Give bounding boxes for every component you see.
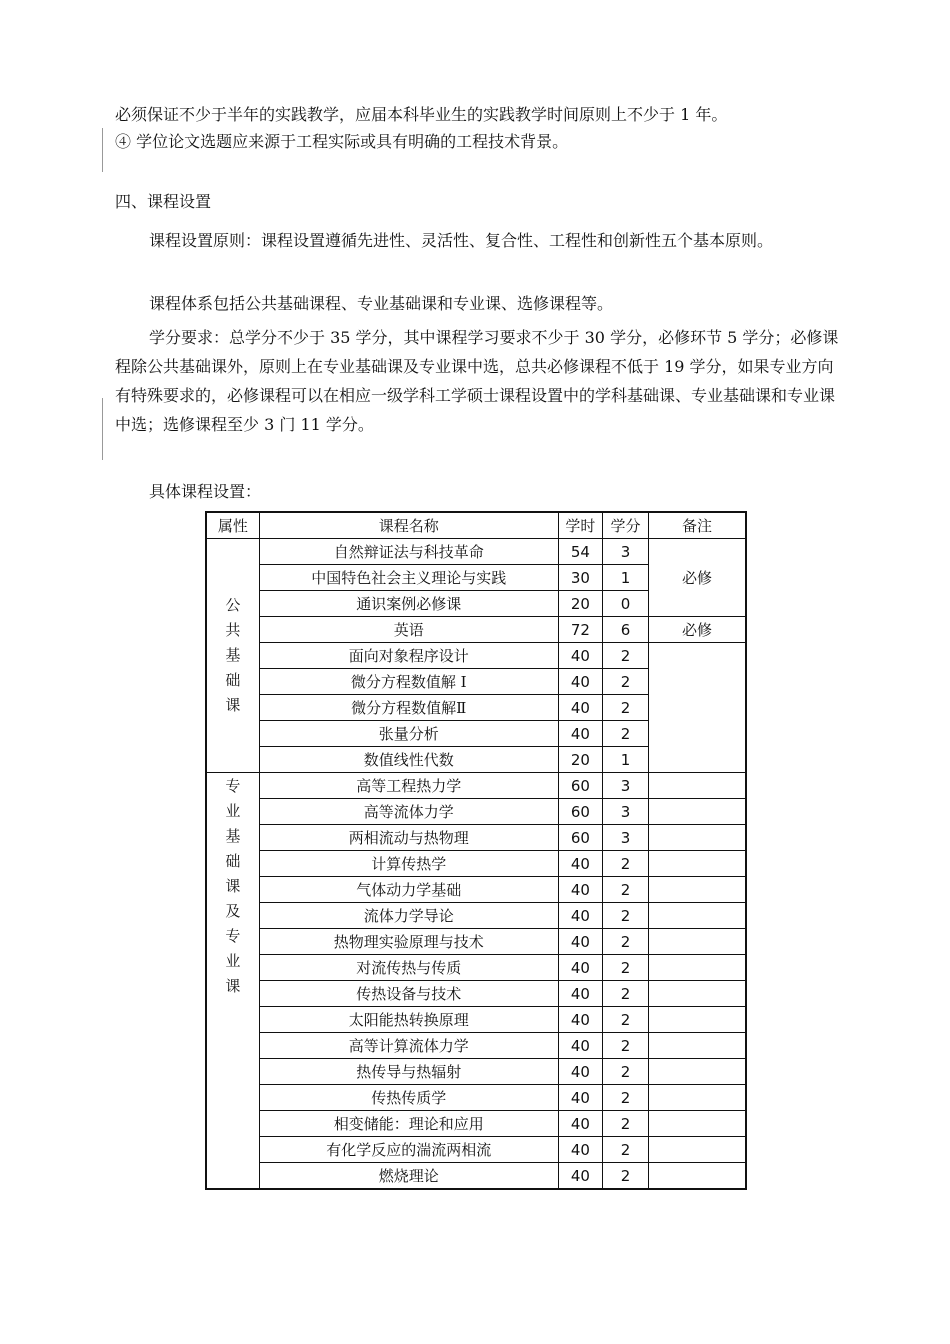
table-row [206, 903, 746, 929]
table-row [206, 929, 746, 955]
course-name: 数值线性代数 [259, 747, 558, 773]
section-heading: 四、课程设置 [115, 192, 212, 211]
course-remark-empty [649, 929, 746, 955]
table-row [206, 799, 746, 825]
group-char: 业 [225, 952, 241, 970]
course-remark-empty [649, 1163, 746, 1190]
course-credits: 2 [602, 643, 648, 669]
table-row [206, 981, 746, 1007]
table-row [206, 825, 746, 851]
course-credits: 2 [602, 1085, 648, 1111]
course-credits: 2 [602, 1033, 648, 1059]
course-hours: 40 [558, 851, 602, 877]
course-credits: 2 [602, 721, 648, 747]
paragraph-credits: 学分要求：总学分不少于 35 学分，其中课程学习要求不少于 30 学分，必修环节 5 学分；必修课程除公共基础课外，原则上在专业基础课及专业课中选，总共必修课程不低于 19 学分，如果专业方向有特殊要求的，必修课程可以在相应一级学科工学硕士课程设置中的学科基础课、专业基础课和专业课中选；选修课程至少 3 门 11 学分。 [115, 328, 839, 434]
table-caption: 具体课程设置： [149, 482, 262, 501]
table-row [206, 773, 746, 799]
course-hours: 20 [558, 591, 602, 617]
course-hours: 60 [558, 799, 602, 825]
course-name: 高等工程热力学 [259, 773, 558, 799]
table-row [206, 877, 746, 903]
course-name: 流体力学导论 [259, 903, 558, 929]
course-credits: 3 [602, 825, 648, 851]
course-name: 微分方程数值解Ⅱ [259, 695, 558, 721]
course-remark-empty [649, 1033, 746, 1059]
course-credits: 2 [602, 877, 648, 903]
course-remark-empty [649, 773, 746, 799]
course-credits: 1 [602, 565, 648, 591]
course-credits: 2 [602, 851, 648, 877]
course-table [205, 511, 747, 1190]
course-name: 面向对象程序设计 [259, 643, 558, 669]
course-hours: 40 [558, 981, 602, 1007]
course-hours: 20 [558, 747, 602, 773]
paragraph-practice: 必须保证不少于半年的实践教学，应届本科毕业生的实践教学时间原则上不少于 1 年。 [115, 105, 728, 124]
course-hours: 40 [558, 1033, 602, 1059]
header-course-name: 课程名称 [259, 512, 558, 539]
course-credits: 2 [602, 981, 648, 1007]
course-credits: 2 [602, 903, 648, 929]
group-char: 课 [225, 877, 241, 895]
course-name: 两相流动与热物理 [259, 825, 558, 851]
course-hours: 40 [558, 929, 602, 955]
course-remark-empty [649, 877, 746, 903]
course-hours: 30 [558, 565, 602, 591]
group-char: 业 [225, 802, 241, 820]
course-hours: 60 [558, 825, 602, 851]
course-name: 太阳能热转换原理 [259, 1007, 558, 1033]
table-header-row [206, 512, 746, 539]
course-name: 对流传热与传质 [259, 955, 558, 981]
course-credits: 2 [602, 1111, 648, 1137]
course-remark-empty [649, 643, 746, 773]
course-credits: 6 [602, 617, 648, 643]
course-hours: 40 [558, 1085, 602, 1111]
group-char: 基 [225, 827, 241, 845]
group-char: 专 [225, 927, 241, 945]
header-hours: 学时 [558, 512, 602, 539]
course-hours: 40 [558, 721, 602, 747]
header-credits: 学分 [602, 512, 648, 539]
course-name: 自然辩证法与科技革命 [259, 539, 558, 565]
course-remark: 必修 [649, 539, 746, 617]
course-hours: 40 [558, 695, 602, 721]
course-remark: 必修 [649, 617, 746, 643]
course-remark-empty [649, 981, 746, 1007]
course-hours: 40 [558, 1137, 602, 1163]
course-name: 气体动力学基础 [259, 877, 558, 903]
course-name: 热传导与热辐射 [259, 1059, 558, 1085]
group-char: 础 [225, 671, 241, 689]
group-char: 公 [225, 596, 241, 614]
table-row [206, 643, 746, 669]
course-name: 通识案例必修课 [259, 591, 558, 617]
header-attribute: 属性 [206, 512, 259, 539]
group-char: 础 [225, 852, 241, 870]
course-hours: 40 [558, 643, 602, 669]
course-hours: 72 [558, 617, 602, 643]
course-credits: 2 [602, 695, 648, 721]
course-credits: 2 [602, 1059, 648, 1085]
course-hours: 40 [558, 903, 602, 929]
course-name: 张量分析 [259, 721, 558, 747]
course-credits: 3 [602, 799, 648, 825]
group-major [206, 773, 259, 1190]
course-remark-empty [649, 903, 746, 929]
table-row [206, 1033, 746, 1059]
header-remarks: 备注 [649, 512, 746, 539]
margin-mark [102, 398, 103, 460]
course-name: 英语 [259, 617, 558, 643]
course-credits: 2 [602, 669, 648, 695]
course-name: 相变储能：理论和应用 [259, 1111, 558, 1137]
course-credits: 2 [602, 929, 648, 955]
table-row [206, 1059, 746, 1085]
course-credits: 2 [602, 1163, 648, 1190]
course-hours: 40 [558, 1007, 602, 1033]
table-row [206, 617, 746, 643]
table-row [206, 1085, 746, 1111]
course-name: 微分方程数值解 I [259, 669, 558, 695]
table-row [206, 539, 746, 565]
course-name: 计算传热学 [259, 851, 558, 877]
course-hours: 40 [558, 1059, 602, 1085]
course-remark-empty [649, 825, 746, 851]
course-name: 燃烧理论 [259, 1163, 558, 1190]
course-remark-empty [649, 955, 746, 981]
course-credits: 3 [602, 773, 648, 799]
course-hours: 40 [558, 955, 602, 981]
course-remark-empty [649, 1111, 746, 1137]
group-char: 专 [225, 777, 241, 795]
course-hours: 40 [558, 877, 602, 903]
table-row [206, 1111, 746, 1137]
course-remark-empty [649, 1059, 746, 1085]
course-credits: 2 [602, 955, 648, 981]
group-char: 及 [225, 902, 241, 920]
group-public-basic [206, 539, 259, 773]
course-remark-empty [649, 1085, 746, 1111]
group-char: 课 [225, 696, 241, 714]
course-remark-empty [649, 1007, 746, 1033]
course-name: 热物理实验原理与技术 [259, 929, 558, 955]
paragraph-system: 课程体系包括公共基础课程、专业基础课和专业课、选修课程等。 [149, 294, 614, 313]
course-name: 高等流体力学 [259, 799, 558, 825]
course-credits: 0 [602, 591, 648, 617]
course-hours: 54 [558, 539, 602, 565]
table-row [206, 955, 746, 981]
group-char: 课 [225, 977, 241, 995]
table-row [206, 1137, 746, 1163]
margin-mark [102, 128, 103, 172]
course-remark-empty [649, 1137, 746, 1163]
course-name: 有化学反应的湍流两相流 [259, 1137, 558, 1163]
table-row [206, 1163, 746, 1190]
course-remark-empty [649, 799, 746, 825]
course-credits: 2 [602, 1007, 648, 1033]
course-credits: 2 [602, 1137, 648, 1163]
course-remark-empty [649, 851, 746, 877]
paragraph-thesis: ④ 学位论文选题应来源于工程实际或具有明确的工程技术背景。 [115, 132, 569, 151]
table-row [206, 1007, 746, 1033]
course-hours: 40 [558, 1111, 602, 1137]
course-hours: 60 [558, 773, 602, 799]
paragraph-principles: 课程设置原则：课程设置遵循先进性、灵活性、复合性、工程性和创新性五个基本原则。 [149, 231, 774, 250]
course-credits: 1 [602, 747, 648, 773]
table-row [206, 851, 746, 877]
course-credits: 3 [602, 539, 648, 565]
course-name: 高等计算流体力学 [259, 1033, 558, 1059]
course-hours: 40 [558, 1163, 602, 1190]
course-name: 传热设备与技术 [259, 981, 558, 1007]
course-hours: 40 [558, 669, 602, 695]
course-name: 中国特色社会主义理论与实践 [259, 565, 558, 591]
group-char: 共 [225, 621, 241, 639]
group-char: 基 [225, 646, 241, 664]
course-name: 传热传质学 [259, 1085, 558, 1111]
